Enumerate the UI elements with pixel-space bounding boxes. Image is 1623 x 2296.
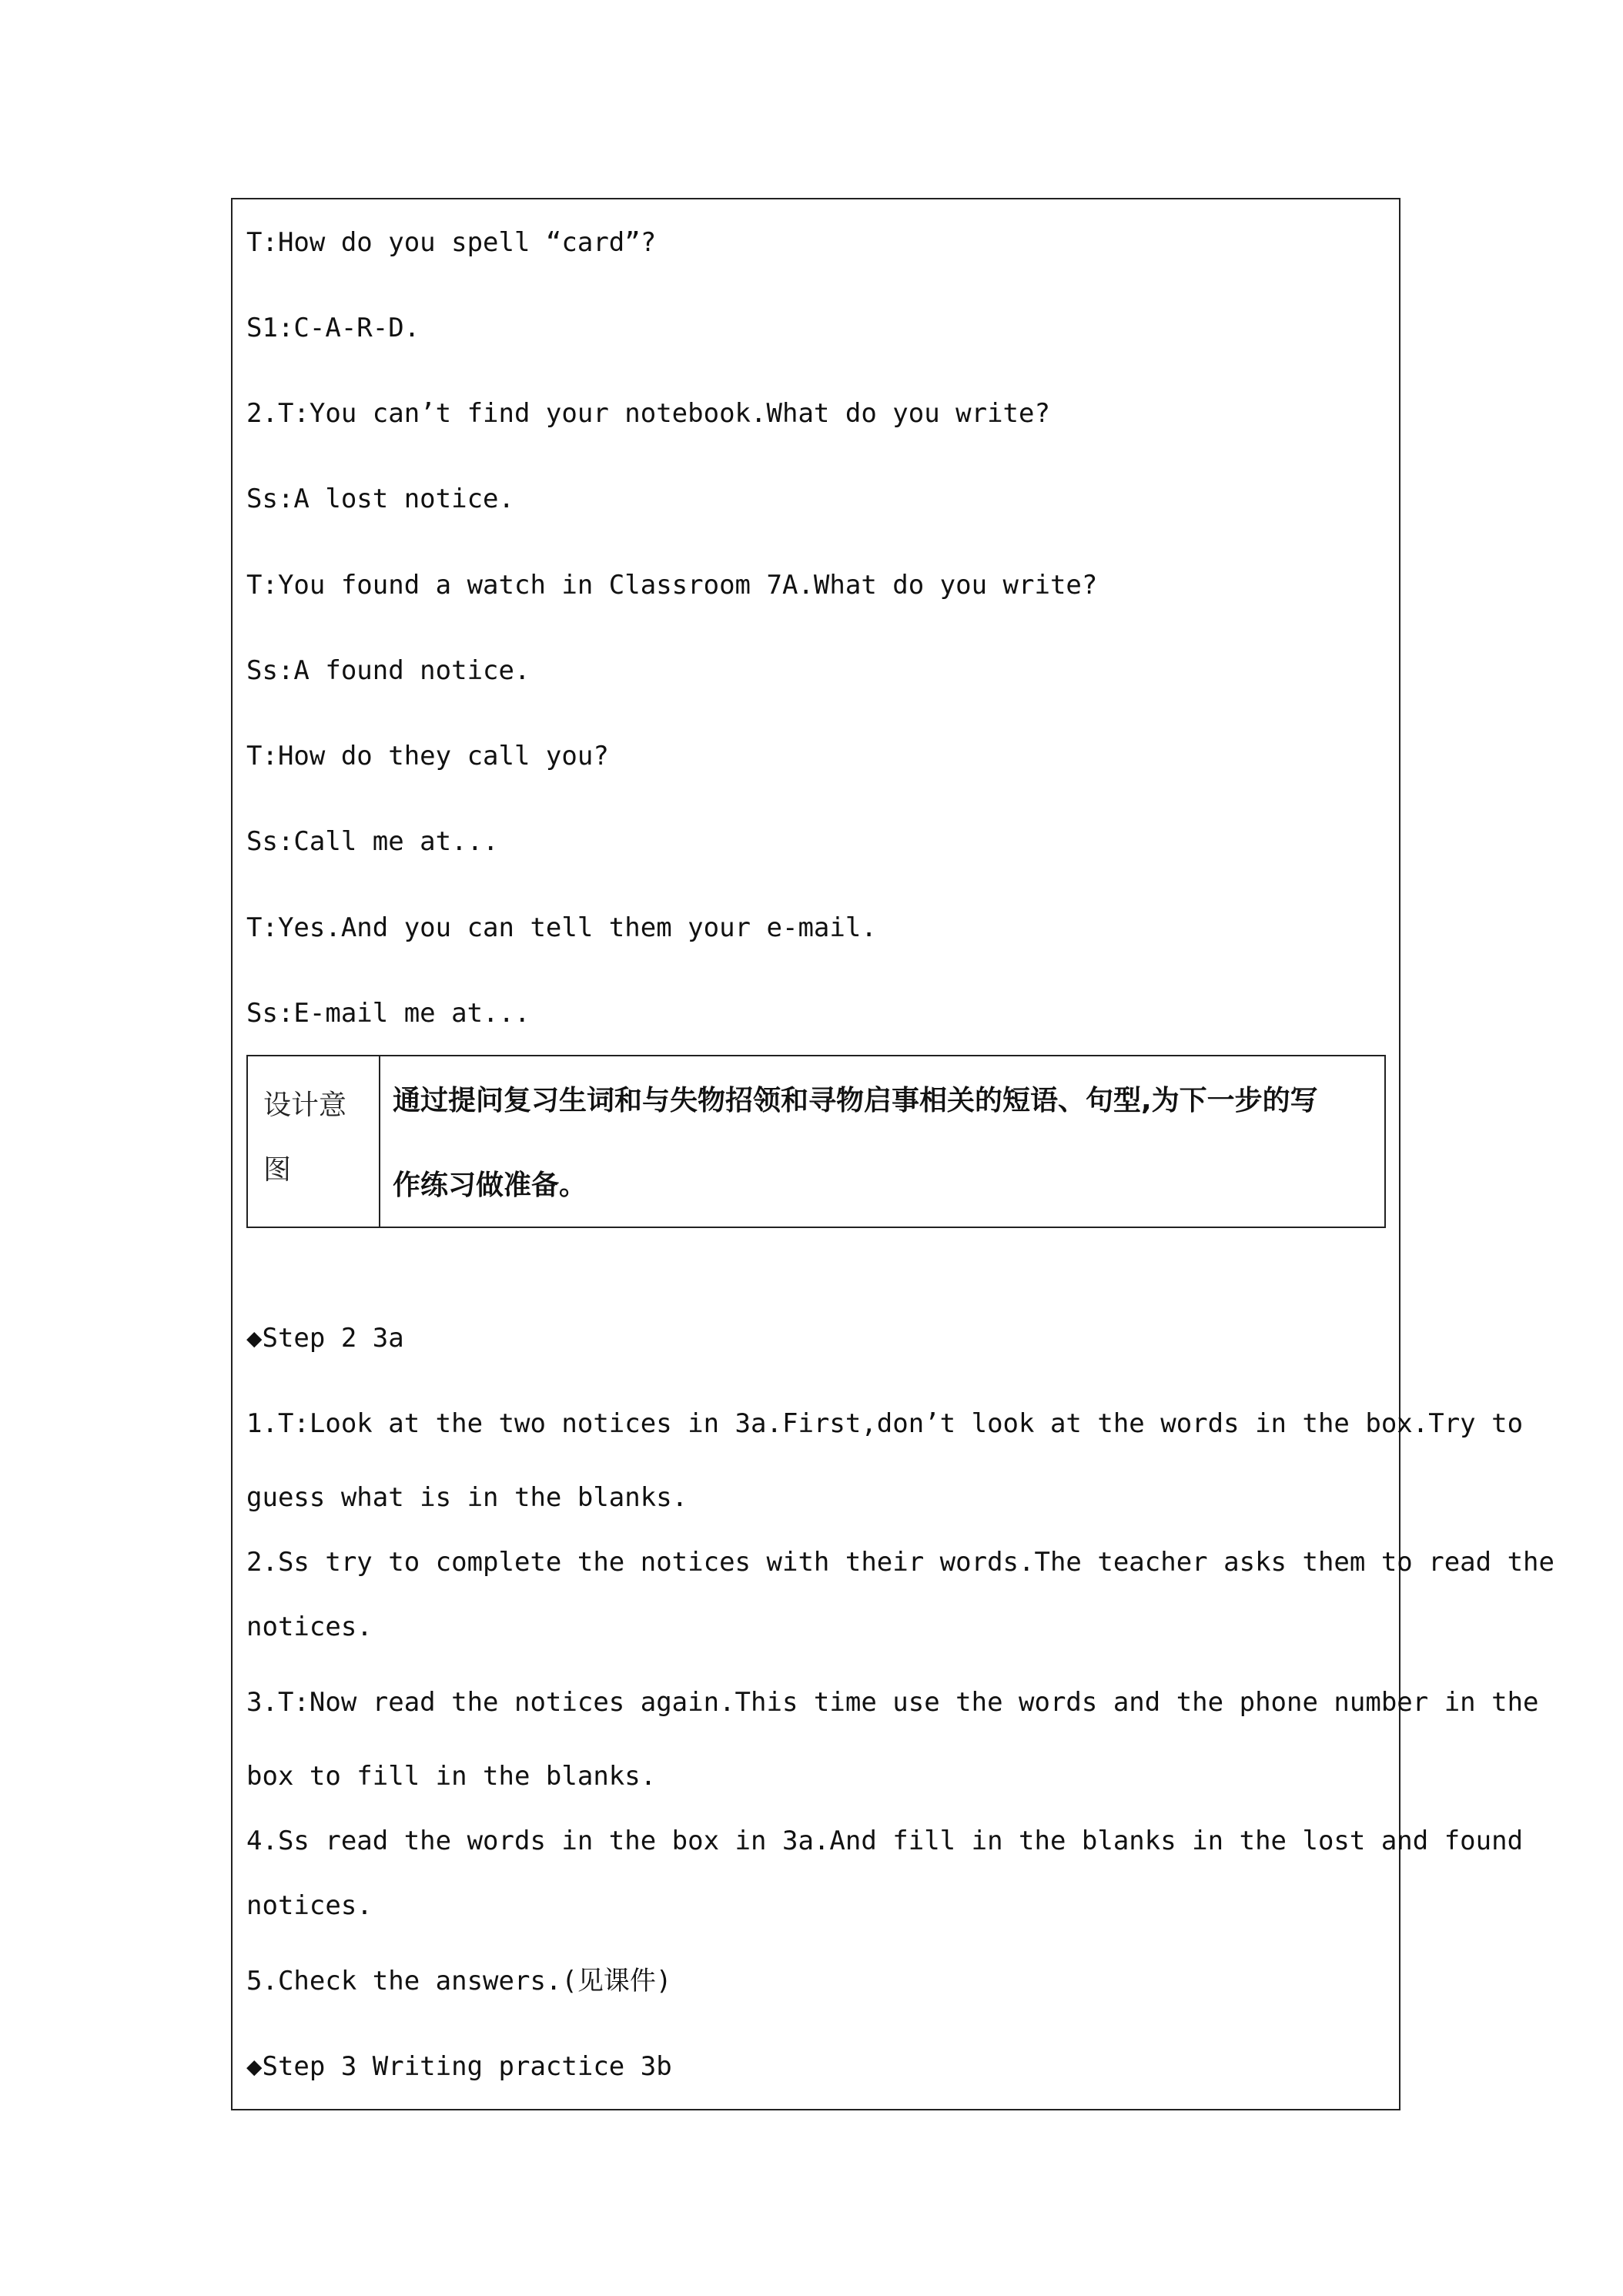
step2-item1-line1: 1.T:Look at the two notices in 3a.First,don’t look at the words in the box.Try to <box>246 1408 1524 1439</box>
step2-item2-line2: notices. <box>246 1612 373 1642</box>
dialogue-line-1: T:How do you spell “card”? <box>246 227 657 258</box>
step2-heading: ◆Step 2 3a <box>246 1323 404 1354</box>
design-intent-box <box>246 1055 1386 1228</box>
dialogue-line-7: T:How do they call you? <box>246 741 609 771</box>
dialogue-line-4: Ss:A lost notice. <box>246 484 514 514</box>
dialogue-line-3: 2.T:You can’t find your notebook.What do you write? <box>246 398 1050 429</box>
design-box-divider <box>379 1056 380 1227</box>
dialogue-line-10: Ss:E-mail me at... <box>246 998 530 1029</box>
dialogue-line-9: T:Yes.And you can tell them your e-mail. <box>246 912 877 943</box>
step2-item3-line2: box to fill in the blanks. <box>246 1761 657 1792</box>
dialogue-line-6: Ss:A found notice. <box>246 655 530 686</box>
dialogue-line-2: S1:C-A-R-D. <box>246 313 420 343</box>
step2-item4-line1: 4.Ss read the words in the box in 3a.And fill in the blanks in the lost and found <box>246 1826 1524 1856</box>
design-text-line-1: 通过提问复习生词和与失物招领和寻物启事相关的短语、句型,为下一步的写 <box>393 1085 1318 1116</box>
step3-heading: ◆Step 3 Writing practice 3b <box>246 2051 672 2082</box>
dialogue-line-8: Ss:Call me at... <box>246 826 499 857</box>
step2-item1-line2: guess what is in the blanks. <box>246 1482 688 1513</box>
step2-item2-line1: 2.Ss try to complete the notices with their words.The teacher asks them to read the <box>246 1547 1554 1578</box>
design-label-line-1: 设计意 <box>263 1089 347 1121</box>
design-label-line-2: 图 <box>263 1154 292 1186</box>
design-text-line-2: 作练习做准备。 <box>393 1170 587 1201</box>
step2-item4-line2: notices. <box>246 1890 373 1921</box>
step2-item3-line1: 3.T:Now read the notices again.This time use the words and the phone number in the <box>246 1687 1539 1718</box>
step2-item5: 5.Check the answers.(见课件) <box>246 1966 672 1996</box>
dialogue-line-5: T:You found a watch in Classroom 7A.What do you write? <box>246 570 1098 601</box>
